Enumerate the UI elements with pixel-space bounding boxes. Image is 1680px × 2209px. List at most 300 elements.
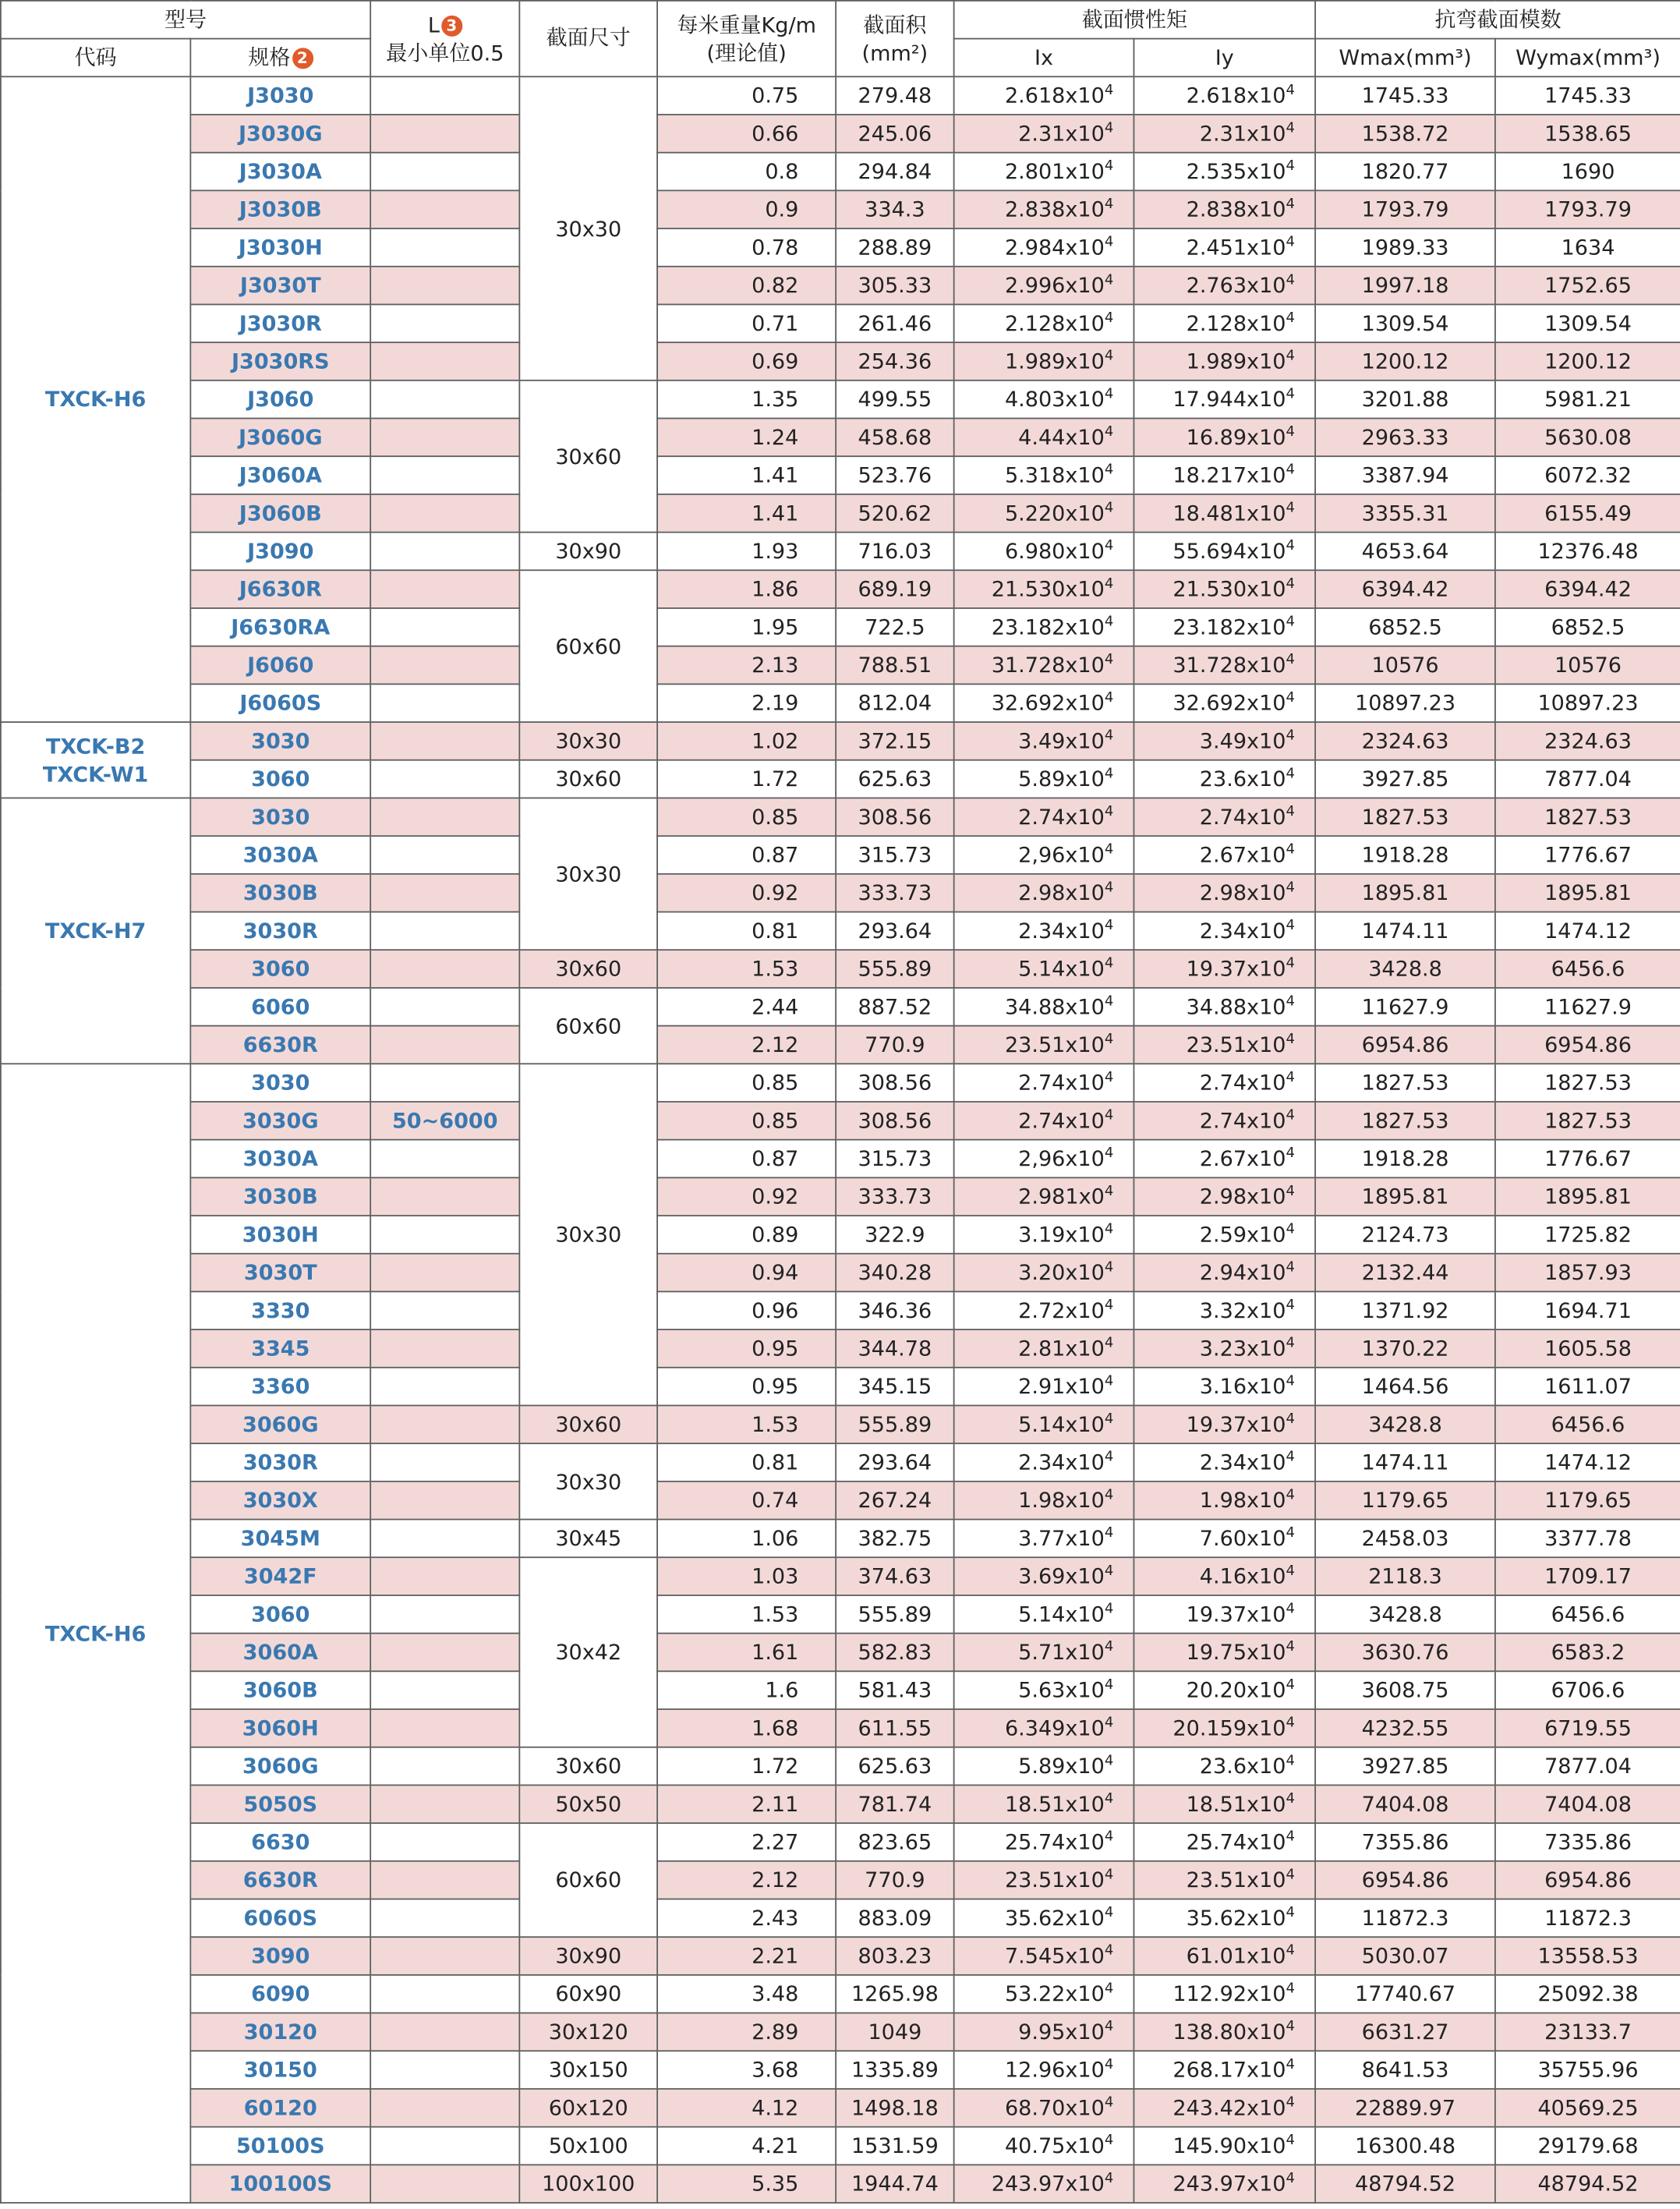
- area-cell: 1531.59: [836, 2127, 953, 2165]
- exponent: 4: [1286, 1070, 1295, 1086]
- weight-cell: 0.71: [657, 304, 836, 342]
- weight-cell: 0.94: [657, 1254, 836, 1292]
- wy-cell: 5981.21: [1495, 381, 1680, 419]
- iy-cell: [1134, 1634, 1315, 1672]
- iy-cell: [1134, 1671, 1315, 1709]
- table-row: [1, 190, 1680, 228]
- iy-cell: [1134, 1216, 1315, 1254]
- area-header: [836, 1, 953, 76]
- spec-cell: 3360: [190, 1368, 370, 1406]
- wy-cell: 10897.23: [1495, 684, 1680, 722]
- wy-cell: 1690: [1495, 153, 1680, 191]
- table-row: [1, 1557, 1680, 1595]
- wy-cell: 6072.32: [1495, 456, 1680, 494]
- length-cell: [370, 988, 519, 1026]
- area-cell: 293.64: [836, 912, 953, 951]
- ix-mantissa: 3.49x10: [1018, 728, 1105, 754]
- area-cell: 1335.89: [836, 2051, 953, 2089]
- exponent: 4: [1104, 272, 1114, 289]
- exponent: 4: [1104, 1677, 1114, 1694]
- iy-mantissa: 19.75x10: [1186, 1639, 1286, 1666]
- length-cell: [370, 533, 519, 571]
- spec-cell: J3030: [190, 76, 370, 115]
- weight-cell: 0.95: [657, 1368, 836, 1406]
- length-cell: [370, 1785, 519, 1823]
- table-row: [1, 153, 1680, 191]
- spec-cell: 6630R: [190, 1026, 370, 1064]
- table-row: [1, 646, 1680, 685]
- model-code-cell: [1, 76, 190, 722]
- spec-cell: 6060: [190, 988, 370, 1026]
- length-cell: [370, 646, 519, 685]
- spec-cell: 3345: [190, 1329, 370, 1368]
- table-row: [1, 1747, 1680, 1786]
- length-cell: [370, 1557, 519, 1595]
- exponent: 4: [1286, 576, 1295, 593]
- length-cell: [370, 608, 519, 646]
- wy-cell: 3377.78: [1495, 1520, 1680, 1558]
- ix-cell: [954, 2165, 1134, 2203]
- ix-mantissa: 5.89x10: [1018, 1753, 1105, 1779]
- weight-cell: 4.12: [657, 2089, 836, 2127]
- note-3-badge: 3: [441, 15, 462, 36]
- wx-cell: 1179.65: [1315, 1482, 1495, 1520]
- wx-cell: 3608.75: [1315, 1671, 1495, 1709]
- exponent: 4: [1104, 1715, 1114, 1731]
- ix-mantissa: 2.72x10: [1018, 1297, 1105, 1323]
- ix-cell: [954, 1823, 1134, 1861]
- exponent: 4: [1104, 1563, 1114, 1580]
- ix-cell: [954, 874, 1134, 912]
- weight-cell: 0.92: [657, 1177, 836, 1216]
- wx-cell: 1474.11: [1315, 1443, 1495, 1482]
- length-cell: [370, 342, 519, 381]
- section-size-cell: 30x90: [519, 1937, 657, 1975]
- spec-cell: 30150: [190, 2051, 370, 2089]
- iy-cell: [1134, 1254, 1315, 1292]
- exponent: 4: [1286, 462, 1295, 479]
- wy-cell: 7404.08: [1495, 1785, 1680, 1823]
- ix-cell: [954, 1937, 1134, 1975]
- iy-mantissa: 19.37x10: [1186, 956, 1286, 982]
- spec-cell: 3045M: [190, 1520, 370, 1558]
- wy-cell: 12376.48: [1495, 533, 1680, 571]
- spec-cell: 3060B: [190, 1671, 370, 1709]
- area-cell: 315.73: [836, 836, 953, 874]
- exponent: 4: [1104, 310, 1114, 327]
- exponent: 4: [1286, 1297, 1295, 1314]
- iy-cell: [1134, 684, 1315, 722]
- weight-cell: 2.43: [657, 1899, 836, 1937]
- iy-mantissa: 18.51x10: [1186, 1791, 1286, 1817]
- section-size-cell: 30x30: [519, 1064, 657, 1405]
- length-unit: 最小单位0.5: [386, 40, 504, 65]
- spec-cell: 3030R: [190, 912, 370, 951]
- weight-cell: 2.12: [657, 1861, 836, 1899]
- exponent: 4: [1104, 1943, 1114, 1959]
- weight-cell: 0.85: [657, 1102, 836, 1140]
- area-cell: 1265.98: [836, 1975, 953, 2013]
- area-cell: 520.62: [836, 494, 953, 533]
- wx-cell: 1745.33: [1315, 76, 1495, 115]
- spec-cell: J3060B: [190, 494, 370, 533]
- area-cell: 1049: [836, 2013, 953, 2051]
- weight-cell: 0.9: [657, 190, 836, 228]
- table-row: [1, 950, 1680, 988]
- spec-cell: 3030G: [190, 1102, 370, 1140]
- ix-mantissa: 31.728x10: [991, 652, 1105, 678]
- area-cell: 279.48: [836, 76, 953, 115]
- wy-cell: 1745.33: [1495, 76, 1680, 115]
- iy-mantissa: 112.92x10: [1172, 1981, 1286, 2007]
- iy-mantissa: 17.944x10: [1172, 386, 1286, 412]
- exponent: 4: [1286, 1715, 1295, 1731]
- table-row: [1, 1177, 1680, 1216]
- exponent: 4: [1286, 158, 1295, 175]
- area-cell: 305.33: [836, 267, 953, 305]
- length-cell: [370, 228, 519, 267]
- spec-cell: 3030A: [190, 1140, 370, 1178]
- weight-cell: 1.61: [657, 1634, 836, 1672]
- iy-mantissa: 4.16x10: [1199, 1563, 1286, 1589]
- length-cell: [370, 874, 519, 912]
- wx-cell: 3927.85: [1315, 1747, 1495, 1786]
- iy-cell: [1134, 912, 1315, 951]
- area-cell: 625.63: [836, 760, 953, 798]
- spec-cell: 3030T: [190, 1254, 370, 1292]
- area-cell: 288.89: [836, 228, 953, 267]
- ix-mantissa: 2.981x0: [1018, 1184, 1105, 1209]
- ix-cell: [954, 1026, 1134, 1064]
- spec-cell: 3030: [190, 798, 370, 836]
- ix-cell: [954, 1368, 1134, 1406]
- iy-cell: [1134, 2165, 1315, 2203]
- ix-cell: [954, 2089, 1134, 2127]
- weight-cell: 1.53: [657, 950, 836, 988]
- length-cell: [370, 798, 519, 836]
- wy-cell: 10576: [1495, 646, 1680, 685]
- wx-cell: 16300.48: [1315, 2127, 1495, 2165]
- ix-cell: [954, 1482, 1134, 1520]
- spec-cell: 3060: [190, 760, 370, 798]
- length-cell: [370, 1443, 519, 1482]
- length-cell: 50~6000: [370, 1102, 519, 1140]
- weight-cell: 0.69: [657, 342, 836, 381]
- ix-mantissa: 3.77x10: [1018, 1525, 1105, 1552]
- iy-mantissa: 1.98x10: [1199, 1487, 1286, 1513]
- iy-cell: [1134, 381, 1315, 419]
- table-row: [1, 2127, 1680, 2165]
- ix-cell: [954, 608, 1134, 646]
- table-row: [1, 1785, 1680, 1823]
- wx-cell: 10897.23: [1315, 684, 1495, 722]
- wx-cell: 4653.64: [1315, 533, 1495, 571]
- exponent: 4: [1104, 1905, 1114, 1921]
- iy-cell: [1134, 1026, 1315, 1064]
- exponent: 4: [1104, 1450, 1114, 1466]
- wx-cell: 1997.18: [1315, 267, 1495, 305]
- ix-mantissa: 5.14x10: [1018, 1411, 1105, 1438]
- iy-cell: [1134, 1177, 1315, 1216]
- ix-cell: [954, 798, 1134, 836]
- wx-cell: 5030.07: [1315, 1937, 1495, 1975]
- section-size-cell: 30x30: [519, 722, 657, 760]
- exponent: 4: [1104, 501, 1114, 516]
- length-cell: [370, 722, 519, 760]
- exponent: 4: [1286, 1563, 1295, 1580]
- wx-cell: 48794.52: [1315, 2165, 1495, 2203]
- wx-cell: 1793.79: [1315, 190, 1495, 228]
- iy-cell: [1134, 1520, 1315, 1558]
- iy-cell: [1134, 1823, 1315, 1861]
- table-row: [1, 115, 1680, 153]
- ix-mantissa: 35.62x10: [1004, 1905, 1105, 1931]
- iy-mantissa: 23.6x10: [1199, 766, 1286, 792]
- area-cell: 625.63: [836, 1747, 953, 1786]
- exponent: 4: [1104, 2133, 1114, 2149]
- area-cell: 333.73: [836, 1177, 953, 1216]
- ix-cell: [954, 570, 1134, 608]
- exponent: 4: [1104, 956, 1114, 972]
- iy-cell: [1134, 1595, 1315, 1634]
- iy-cell: [1134, 760, 1315, 798]
- iy-mantissa: 243.97x10: [1172, 2171, 1286, 2197]
- ix-cell: [954, 1443, 1134, 1482]
- table-row: [1, 1064, 1680, 1102]
- wy-cell: 6954.86: [1495, 1026, 1680, 1064]
- iy-mantissa: 18.481x10: [1172, 501, 1286, 526]
- model-code-cell: [1, 1064, 190, 2203]
- table-row: [1, 1329, 1680, 1368]
- iy-cell: [1134, 1747, 1315, 1786]
- exponent: 4: [1104, 652, 1114, 668]
- exponent: 4: [1286, 1450, 1295, 1466]
- iy-mantissa: 138.80x10: [1172, 2019, 1286, 2045]
- wx-cell: 1200.12: [1315, 342, 1495, 381]
- exponent: 4: [1286, 1943, 1295, 1959]
- ix-cell: [954, 2051, 1134, 2089]
- exponent: 4: [1286, 1791, 1295, 1807]
- spec-cell: 6060S: [190, 1899, 370, 1937]
- ix-mantissa: 2.81x10: [1018, 1336, 1105, 1361]
- weight-cell: 1.41: [657, 456, 836, 494]
- area-cell: 333.73: [836, 874, 953, 912]
- weight-cell: 0.92: [657, 874, 836, 912]
- length-cell: [370, 304, 519, 342]
- exponent: 4: [1286, 272, 1295, 289]
- ix-mantissa: 23.182x10: [991, 614, 1105, 640]
- ix-mantissa: 2,96x10: [1018, 1145, 1105, 1172]
- table-row: [1, 1861, 1680, 1899]
- length-cell: [370, 267, 519, 305]
- wy-cell: 1605.58: [1495, 1329, 1680, 1368]
- iy-mantissa: 3.23x10: [1199, 1336, 1286, 1361]
- iy-cell: [1134, 456, 1315, 494]
- ix-cell: [954, 1671, 1134, 1709]
- ix-header: Ix: [954, 39, 1134, 77]
- length-cell: [370, 1671, 519, 1709]
- exponent: 4: [1286, 1639, 1295, 1655]
- weight-cell: 1.24: [657, 419, 836, 457]
- section-size-cell: 30x60: [519, 950, 657, 988]
- weight-header-line2: (理论值): [706, 40, 787, 65]
- wy-cell: 1827.53: [1495, 798, 1680, 836]
- iy-cell: [1134, 1140, 1315, 1178]
- wx-cell: 11872.3: [1315, 1899, 1495, 1937]
- exponent: 4: [1286, 121, 1295, 136]
- iy-mantissa: 2.59x10: [1199, 1222, 1286, 1248]
- iy-mantissa: 23.182x10: [1172, 614, 1286, 640]
- length-cell: [370, 950, 519, 988]
- ix-mantissa: 2.34x10: [1018, 918, 1105, 944]
- model-code: TXCK-B2: [45, 733, 146, 759]
- ix-cell: [954, 1709, 1134, 1747]
- wy-cell: 11627.9: [1495, 988, 1680, 1026]
- exponent: 4: [1104, 728, 1114, 744]
- section-size-cell: 30x60: [519, 1405, 657, 1443]
- exponent: 4: [1286, 1753, 1295, 1769]
- ix-cell: [954, 1329, 1134, 1368]
- area-cell: 374.63: [836, 1557, 953, 1595]
- ix-mantissa: 5.14x10: [1018, 1602, 1105, 1627]
- exponent: 4: [1286, 1525, 1295, 1542]
- weight-cell: 1.41: [657, 494, 836, 533]
- ix-cell: [954, 836, 1134, 874]
- wy-cell: 1895.81: [1495, 1177, 1680, 1216]
- weight-cell: 1.93: [657, 533, 836, 571]
- area-cell: 499.55: [836, 381, 953, 419]
- exponent: 4: [1104, 1259, 1114, 1276]
- iy-cell: [1134, 836, 1315, 874]
- iy-cell: [1134, 304, 1315, 342]
- table-row: [1, 1216, 1680, 1254]
- exponent: 4: [1104, 1981, 1114, 1997]
- iy-cell: [1134, 115, 1315, 153]
- weight-header-line1: 每米重量Kg/m: [677, 12, 816, 37]
- spec-cell: 3330: [190, 1291, 370, 1329]
- iy-cell: [1134, 494, 1315, 533]
- wx-cell: 1827.53: [1315, 1102, 1495, 1140]
- ix-cell: [954, 1291, 1134, 1329]
- iy-cell: [1134, 570, 1315, 608]
- exponent: 4: [1286, 1145, 1295, 1162]
- wy-cell: 48794.52: [1495, 2165, 1680, 2203]
- ix-mantissa: 6.349x10: [1004, 1715, 1105, 1741]
- area-cell: 722.5: [836, 608, 953, 646]
- table-row: [1, 267, 1680, 305]
- wx-cell: 1918.28: [1315, 1140, 1495, 1178]
- area-cell: 308.56: [836, 798, 953, 836]
- ix-cell: [954, 153, 1134, 191]
- exponent: 4: [1286, 1108, 1295, 1124]
- ix-mantissa: 40.75x10: [1004, 2133, 1105, 2159]
- weight-cell: 1.03: [657, 1557, 836, 1595]
- ix-mantissa: 2,96x10: [1018, 842, 1105, 868]
- exponent: 4: [1104, 83, 1114, 99]
- ix-mantissa: 5.63x10: [1018, 1677, 1105, 1703]
- iy-header: Iy: [1134, 39, 1315, 77]
- table-row: [1, 874, 1680, 912]
- ix-cell: [954, 684, 1134, 722]
- exponent: 4: [1286, 83, 1295, 99]
- spec-cell: J3090: [190, 533, 370, 571]
- weight-cell: 1.72: [657, 1747, 836, 1786]
- ix-mantissa: 5.71x10: [1018, 1639, 1105, 1666]
- table-row: [1, 381, 1680, 419]
- wx-cell: 1827.53: [1315, 798, 1495, 836]
- wy-cell: 1793.79: [1495, 190, 1680, 228]
- spec-cell: J3030R: [190, 304, 370, 342]
- table-row: [1, 1405, 1680, 1443]
- table-row: [1, 1823, 1680, 1861]
- ix-mantissa: 1.989x10: [1004, 349, 1105, 374]
- exponent: 4: [1286, 2171, 1295, 2187]
- exponent: 4: [1104, 1297, 1114, 1314]
- ix-mantissa: 2.74x10: [1018, 1108, 1105, 1134]
- iy-cell: [1134, 1482, 1315, 1520]
- weight-cell: 0.74: [657, 1482, 836, 1520]
- wy-cell: 1611.07: [1495, 1368, 1680, 1406]
- area-cell: 803.23: [836, 1937, 953, 1975]
- iy-mantissa: 16.89x10: [1186, 424, 1286, 451]
- spec-cell: J3060: [190, 381, 370, 419]
- length-cell: [370, 2127, 519, 2165]
- weight-cell: 1.53: [657, 1595, 836, 1634]
- area-cell: 458.68: [836, 419, 953, 457]
- weight-cell: 4.21: [657, 2127, 836, 2165]
- wy-cell: 1857.93: [1495, 1254, 1680, 1292]
- exponent: 4: [1104, 349, 1114, 365]
- area-cell: 315.73: [836, 1140, 953, 1178]
- wy-cell: 1776.67: [1495, 836, 1680, 874]
- table-row: [1, 2165, 1680, 2203]
- iy-cell: [1134, 1405, 1315, 1443]
- weight-cell: 0.66: [657, 115, 836, 153]
- iy-mantissa: 61.01x10: [1186, 1943, 1286, 1969]
- weight-cell: 0.75: [657, 76, 836, 115]
- spec-cell: J6630RA: [190, 608, 370, 646]
- table-row: [1, 456, 1680, 494]
- exponent: 4: [1286, 1677, 1295, 1694]
- iy-cell: [1134, 190, 1315, 228]
- spec-cell: 6090: [190, 1975, 370, 2013]
- iy-mantissa: 23.51x10: [1186, 1032, 1286, 1058]
- spec-cell: J3030B: [190, 190, 370, 228]
- section-size-cell: 50x50: [519, 1785, 657, 1823]
- ix-cell: [954, 76, 1134, 115]
- spec-cell: 3030R: [190, 1443, 370, 1482]
- table-row: [1, 228, 1680, 267]
- ix-cell: [954, 494, 1134, 533]
- ix-cell: [954, 722, 1134, 760]
- iy-cell: [1134, 228, 1315, 267]
- iy-mantissa: 55.694x10: [1172, 538, 1286, 565]
- ix-mantissa: 32.692x10: [991, 690, 1105, 716]
- ix-cell: [954, 304, 1134, 342]
- iy-mantissa: 2.451x10: [1186, 235, 1286, 260]
- wx-cell: 1538.72: [1315, 115, 1495, 153]
- iy-mantissa: 2.838x10: [1186, 196, 1286, 222]
- area-cell: 582.83: [836, 1634, 953, 1672]
- wy-cell: 6456.6: [1495, 950, 1680, 988]
- iy-cell: [1134, 1102, 1315, 1140]
- iy-cell: [1134, 1064, 1315, 1102]
- area-cell: 823.65: [836, 1823, 953, 1861]
- model-code-secondary: TXCK-W1: [42, 761, 149, 788]
- iy-cell: [1134, 267, 1315, 305]
- ix-cell: [954, 419, 1134, 457]
- length-cell: [370, 1823, 519, 1861]
